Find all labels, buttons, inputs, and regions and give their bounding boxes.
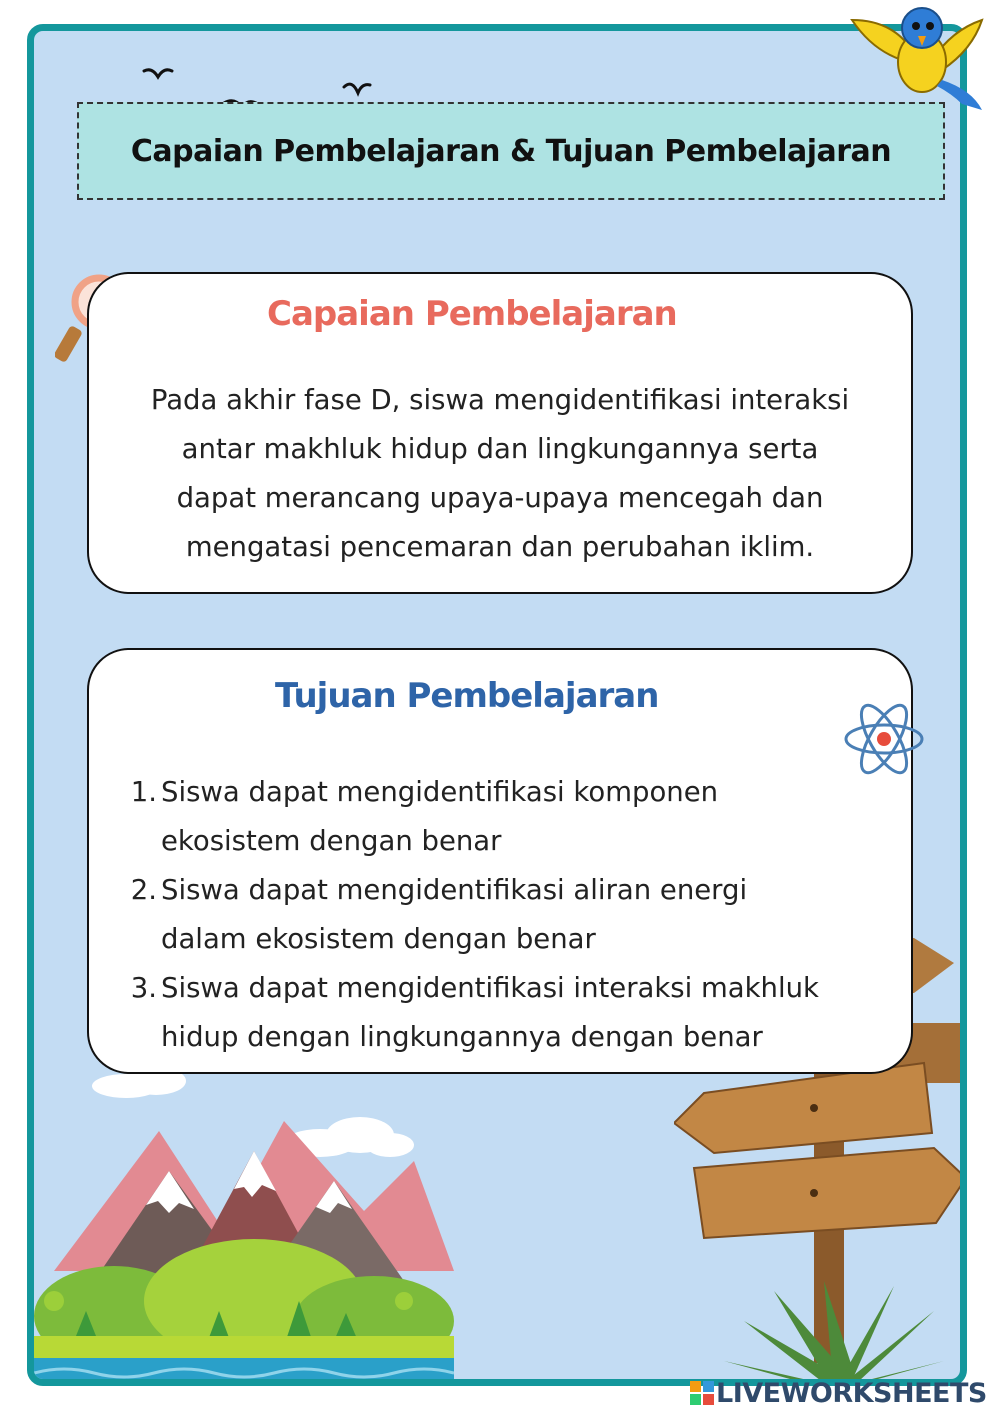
tujuan-title: Tujuan Pembelajaran bbox=[275, 676, 659, 716]
list-number: 2. bbox=[130, 874, 157, 906]
brand-logo-icon bbox=[690, 1381, 714, 1405]
list-text: ekosistem dengan benar bbox=[161, 825, 502, 857]
list-text: dalam ekosistem dengan benar bbox=[161, 923, 596, 955]
page-title: Capaian Pembelajaran & Tujuan Pembelajaran bbox=[130, 133, 892, 169]
brand-name: LIVEWORKSHEETS bbox=[716, 1377, 987, 1409]
list-text: Siswa dapat mengidentifikasi interaksi makhluk bbox=[161, 972, 819, 1004]
capaian-line: antar makhluk hidup dan lingkungannya serta bbox=[181, 433, 819, 465]
list-text: hidup dengan lingkungannya dengan benar bbox=[161, 1021, 763, 1053]
mountains-icon bbox=[34, 1101, 454, 1386]
list-number: 1. bbox=[130, 776, 157, 808]
list-number: 3. bbox=[130, 972, 157, 1004]
capaian-card bbox=[87, 272, 913, 594]
tujuan-card bbox=[87, 648, 913, 1074]
tujuan-list bbox=[125, 768, 885, 1062]
list-item bbox=[125, 866, 885, 964]
list-text: Siswa dapat mengidentifikasi komponen bbox=[161, 776, 719, 808]
capaian-line: mengatasi pencemaran dan perubahan iklim. bbox=[185, 531, 815, 563]
list-item bbox=[125, 964, 885, 1062]
header-banner bbox=[77, 102, 945, 200]
list-text: Siswa dapat mengidentifikasi aliran energi bbox=[161, 874, 748, 906]
capaian-line: Pada akhir fase D, siswa mengidentifikasi interaksi bbox=[150, 384, 850, 416]
grass-icon bbox=[714, 1281, 954, 1386]
list-item bbox=[125, 768, 885, 866]
atom-icon bbox=[842, 700, 926, 778]
capaian-body bbox=[113, 376, 887, 572]
capaian-title: Capaian Pembelajaran bbox=[267, 294, 677, 334]
bird-icon bbox=[842, 0, 992, 112]
brand-footer bbox=[690, 1376, 987, 1410]
capaian-line: dapat merancang upaya-upaya mencegah dan bbox=[176, 482, 824, 514]
